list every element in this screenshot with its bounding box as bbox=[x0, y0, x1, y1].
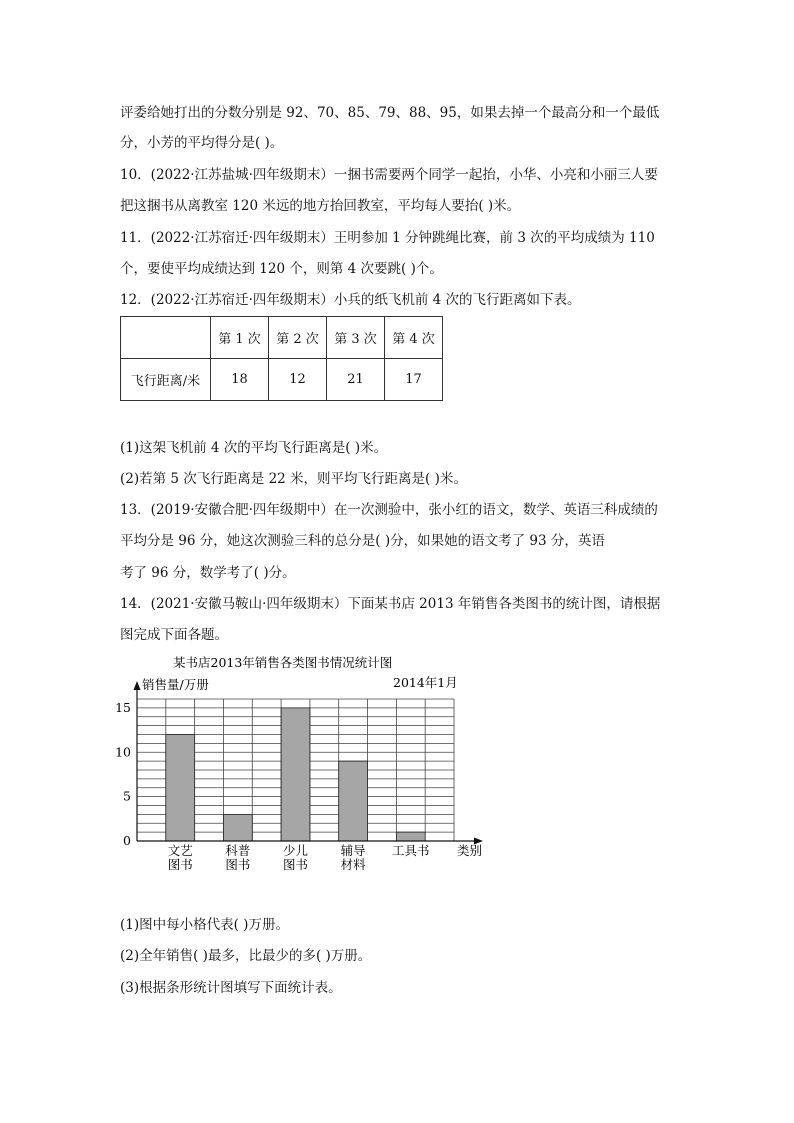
bar bbox=[281, 708, 310, 841]
y-tick-label: 5 bbox=[123, 788, 131, 804]
bar bbox=[396, 832, 425, 841]
question-14-line-1: 14．(2021·安徽马鞍山·四年级期末）下面某书店 2013 年销售各类图书的统计图，请根据 bbox=[120, 596, 661, 612]
category-label: 文艺 bbox=[167, 843, 193, 858]
question-14-part-2: (2)全年销售( )最多，比最少的多( )万册。 bbox=[120, 948, 372, 964]
table-header-cell: 第 4 次 bbox=[385, 317, 443, 359]
category-label: 辅导 bbox=[340, 843, 366, 858]
table-header-row bbox=[121, 317, 443, 359]
table-cell: 12 bbox=[269, 359, 327, 401]
question-13-line-1: 13．(2019·安徽合肥·四年级期中）在一次测验中，张小红的语文，数学、英语三科成绩的 bbox=[120, 502, 658, 518]
table-row bbox=[121, 359, 443, 401]
bar bbox=[223, 814, 252, 841]
question-12-part-2: (2)若第 5 次飞行距离是 22 米，则平均飞行距离是( )米。 bbox=[120, 471, 467, 487]
bar-chart bbox=[115, 650, 498, 878]
question-13-line-2: 平均分是 96 分，她这次测验三科的总分是( )分，如果她的语文考了 93 分，英语 bbox=[120, 533, 605, 549]
question-12-part-1: (1)这架飞机前 4 次的平均飞行距离是( )米。 bbox=[120, 440, 388, 456]
question-14-part-1: (1)图中每小格代表( )万册。 bbox=[120, 917, 289, 933]
category-label: 工具书 bbox=[392, 843, 430, 858]
question-10-line-2: 把这捆书从离教室 120 米远的地方抬回教室，平均每人要抬( )米。 bbox=[120, 198, 521, 214]
text-line-2: 分，小芳的平均得分是( )。 bbox=[120, 135, 284, 151]
category-label: 科普 bbox=[225, 843, 251, 858]
question-14-part-3: (3)根据条形统计图填写下面统计表。 bbox=[120, 980, 342, 996]
table-cell: 21 bbox=[327, 359, 385, 401]
text-line-1: 评委给她打出的分数分别是 92、70、85、79、88、95，如果去掉一个最高分和一个最低 bbox=[120, 105, 660, 121]
table-header-cell: 第 2 次 bbox=[269, 317, 327, 359]
bar bbox=[166, 735, 195, 842]
table-cell: 18 bbox=[211, 359, 269, 401]
category-label: 图书 bbox=[225, 857, 251, 872]
question-10-line-1: 10．(2022·江苏盐城·四年级期末）一捆书需要两个同学一起抬，小华、小亮和小丽三人要 bbox=[120, 167, 658, 183]
y-tick-label: 15 bbox=[115, 699, 131, 715]
flight-distance-table bbox=[120, 316, 443, 401]
table-header-cell: 第 1 次 bbox=[211, 317, 269, 359]
category-label: 图书 bbox=[167, 857, 193, 872]
chart-y-ticks bbox=[115, 700, 131, 848]
question-13-line-3: 考了 96 分，数学考了( )分。 bbox=[120, 565, 296, 581]
category-label: 少儿 bbox=[282, 843, 309, 858]
table-header-cell: 第 3 次 bbox=[327, 317, 385, 359]
chart-date: 2014年1月 bbox=[393, 675, 458, 690]
chart-title: 某书店2013年销售各类图书情况统计图 bbox=[173, 655, 393, 670]
bar bbox=[339, 761, 368, 841]
chart-category-labels bbox=[168, 843, 430, 872]
question-14-line-2: 图完成下面各题。 bbox=[120, 627, 228, 643]
y-tick-label: 0 bbox=[123, 833, 131, 848]
question-11-line-1: 11．(2022·江苏宿迁·四年级期末）王明参加 1 分钟跳绳比赛，前 3 次的平均成绩为 110 bbox=[120, 230, 655, 246]
question-12-line-1: 12．(2022·江苏宿迁·四年级期末）小兵的纸飞机前 4 次的飞行距离如下表。 bbox=[120, 292, 581, 308]
question-11-line-2: 个，要使平均成绩达到 120 个，则第 4 次要跳( )个。 bbox=[120, 261, 443, 277]
chart-bars bbox=[166, 708, 425, 841]
category-label: 材料 bbox=[340, 857, 366, 872]
table-header-cell bbox=[121, 317, 211, 359]
y-tick-label: 10 bbox=[115, 744, 131, 760]
chart-y-axis-label: 销售量/万册 bbox=[142, 677, 209, 692]
category-label: 图书 bbox=[282, 857, 309, 872]
table-cell: 17 bbox=[385, 359, 443, 401]
table-row-label: 飞行距离/米 bbox=[121, 359, 211, 401]
chart-x-axis-label: 类别 bbox=[457, 843, 483, 858]
y-axis-arrow bbox=[134, 681, 141, 690]
